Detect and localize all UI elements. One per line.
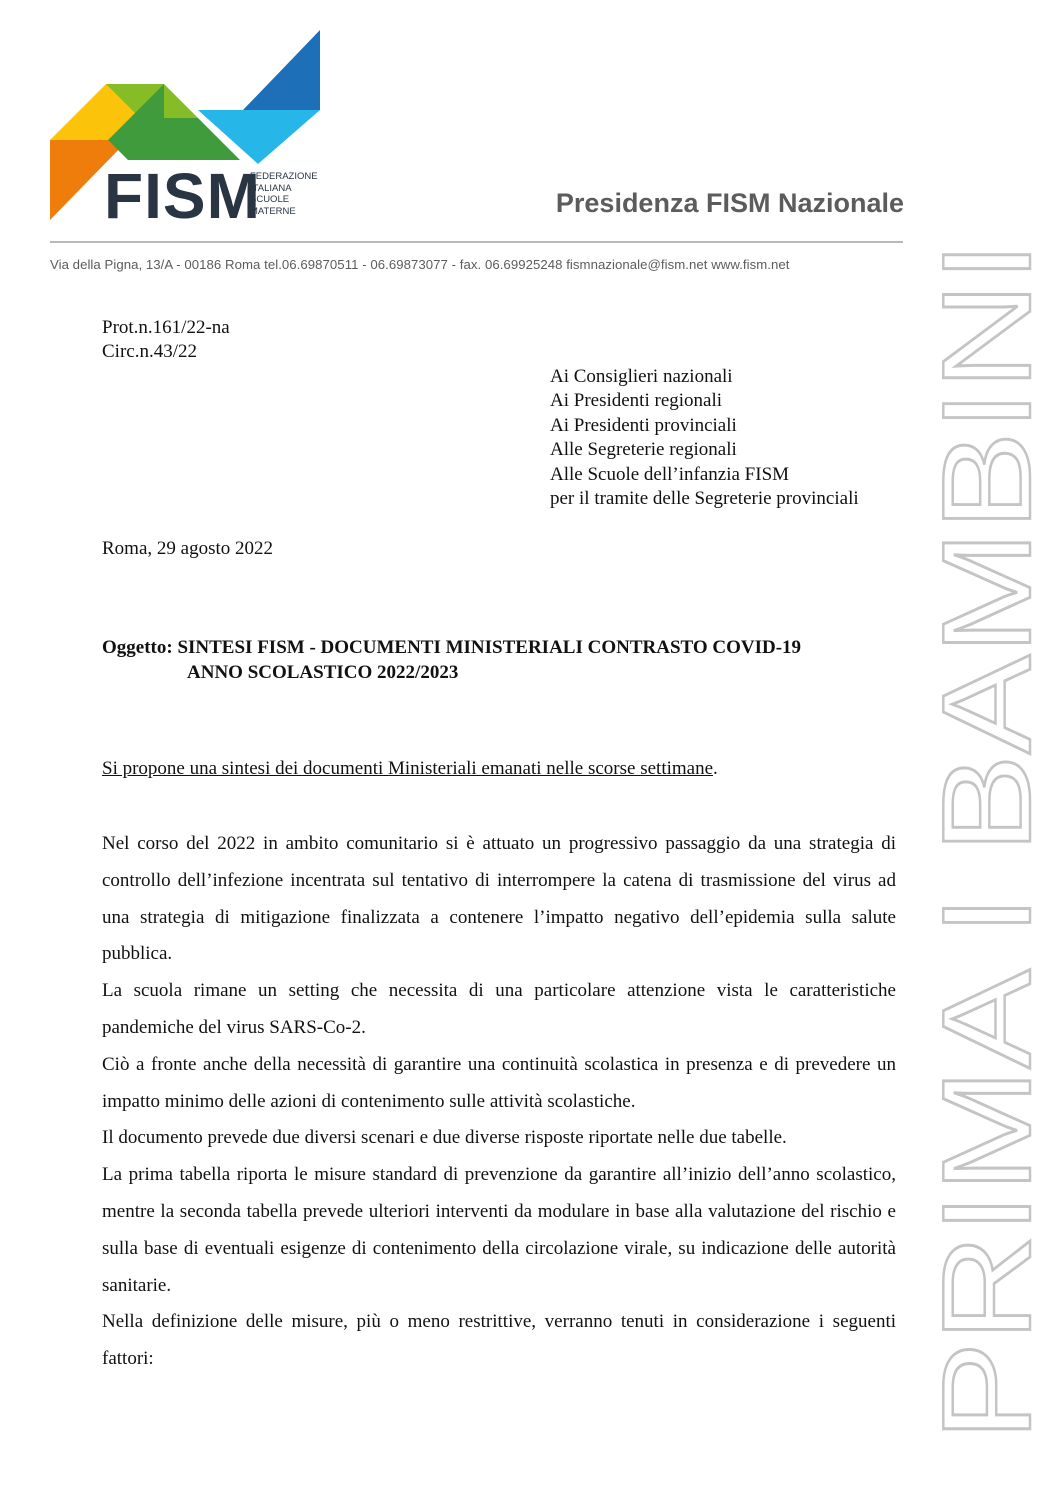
recipient-line: Alle Scuole dell’infanzia FISM — [550, 463, 790, 485]
recipient-line: per il tramite delle Segreterie provinciali — [550, 488, 859, 510]
recipient-line: Ai Presidenti regionali — [550, 390, 723, 412]
intro-underlined: Si propone una sintesi dei documenti Ministeriali emanati nelle scorse settimane — [102, 758, 714, 779]
presidenza-title: Presidenza FISM Nazionale — [555, 188, 904, 218]
subject-line-1 — [102, 635, 801, 660]
logo-subtitle-line: SCUOLE — [250, 194, 290, 205]
recipient-line: Ai Presidenti provinciali — [550, 414, 737, 436]
side-tagline-text: PRIMA I BAMBINI — [916, 425, 1057, 1441]
body-paragraph: La prima tabella riporta le misure standard di prevenzione da garantire all’inizio dell’anno scolastico, mentre la seconda tabella prevede ulteriori interventi da modulare in base alla valutazione del rischio e sulla base di eventuali esigenze di contenimento della circolazione virale, su indicazione delle autorità sanitarie. — [102, 1164, 896, 1296]
subject-block — [102, 635, 801, 685]
letter-body — [102, 826, 896, 1378]
logo-subtitle-line: FEDERAZIONE — [250, 171, 318, 182]
intro-line — [102, 758, 718, 780]
body-paragraph: La scuola rimane un setting che necessita di una particolare attenzione vista le caratteristiche pandemiche del virus SARS-Co-2. — [102, 980, 896, 1038]
subject-text-1: SINTESI FISM - DOCUMENTI MINISTERIALI CONTRASTO COVID-19 — [177, 637, 802, 658]
recipient-line: Ai Consiglieri nazionali — [550, 366, 733, 387]
circular-number: Circ.n.43/22 — [102, 341, 197, 362]
letter-date: Roma, 29 agosto 2022 — [102, 538, 273, 559]
subject-text-2: ANNO SCOLASTICO 2022/2023 — [187, 662, 459, 683]
protocol-number: Prot.n.161/22-na — [102, 317, 230, 338]
contact-line: Via della Pigna, 13/A - 00186 Roma tel.06.69870511 - 06.69873077 - fax. 06.69925248 fismnazionale@fism.net www.fism.net — [50, 257, 790, 272]
body-paragraph: Nel corso del 2022 in ambito comunitario si è attuato un progressivo passaggio da una strategia di controllo dell’infezione incentrata sul tentativo di interrompere la catena di trasmissione del virus ad una strategia di mitigazione finalizzata a contenere l’impatto negativo dell’epidemia sulla salute pubblica. — [102, 833, 896, 965]
side-tagline — [916, 236, 1057, 1446]
logo-subtitle — [250, 171, 318, 217]
recipients-block — [550, 365, 859, 511]
intro-end: . — [713, 758, 718, 779]
body-paragraph: Ciò a fronte anche della necessità di garantire una continuità scolastica in presenza e di prevedere un impatto minimo delle azioni di contenimento sulle attività scolastiche. — [102, 1053, 896, 1112]
body-paragraph: Il documento prevede due diversi scenari e due diverse risposte riportate nelle due tabelle. — [102, 1127, 787, 1149]
subject-label: Oggetto: — [102, 637, 173, 658]
body-paragraph: Nella definizione delle misure, più o meno restrittive, verranno tenuti in considerazione i seguenti fattori: — [102, 1311, 896, 1370]
logo-wordmark: FISM — [104, 160, 261, 232]
recipient-line: Alle Segreterie regionali — [550, 439, 737, 461]
logo-subtitle-line: ITALIANA — [250, 182, 292, 194]
logo-subtitle-line: MATERNE — [250, 205, 296, 217]
header-divider — [50, 241, 903, 243]
